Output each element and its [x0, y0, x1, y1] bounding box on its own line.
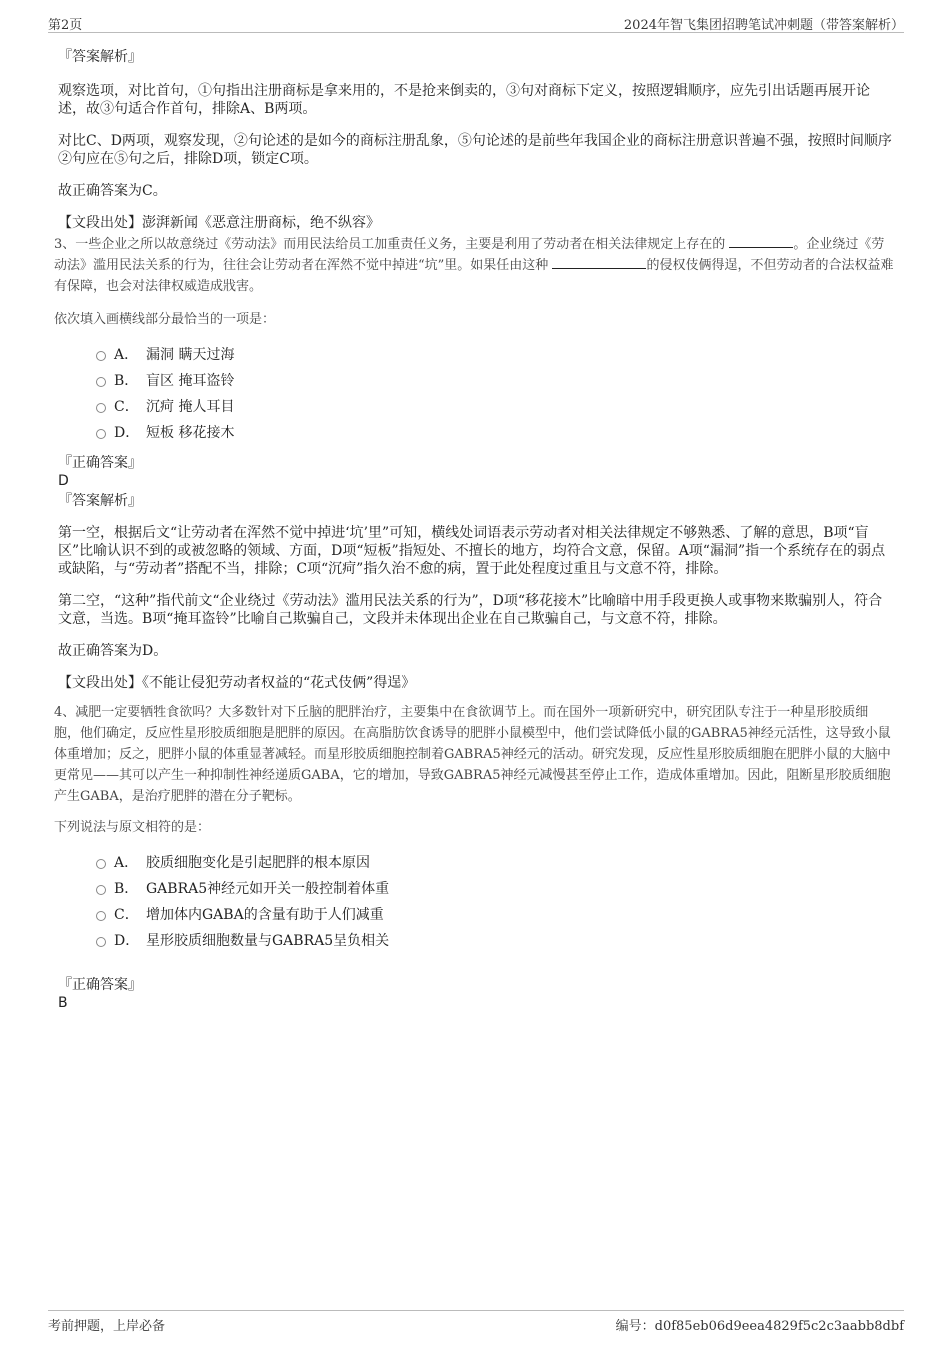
radio-icon[interactable] [96, 429, 106, 439]
footer-slogan: 考前押题，上岸必备 [48, 1319, 166, 1334]
option-b[interactable]: B． 盲区 掩耳盗铃 [58, 368, 894, 394]
option-c[interactable]: C． 增加体内GABA的含量有助于人们减重 [58, 902, 894, 928]
question-prompt: 下列说法与原文相符的是： [54, 820, 211, 835]
option-list [58, 342, 894, 446]
option-d[interactable]: D． 短板 移花接木 [58, 420, 894, 446]
page-number: 第2页 [48, 18, 83, 33]
document-body [54, 44, 894, 1012]
radio-icon[interactable] [96, 351, 106, 361]
correct-answer: B [58, 995, 68, 1011]
option-d[interactable]: D． 星形胶质细胞数量与GABRA5呈负相关 [58, 928, 894, 954]
analysis-paragraph: 对比C、D两项，观察发现，②句论述的是如今的商标注册乱象，⑤句论述的是前些年我国企业的商标注册意识普遍不强，按照时间顺序②句应在⑤句之后，排除D项，锁定C项。 [58, 133, 892, 167]
question-stem: 4、减肥一定要牺牲食欲吗？大多数针对下丘脑的肥胖治疗，主要集中在食欲调节上。而在国外一项新研究中，研究团队专注于一种星形胶质细胞，他们确定，反应性星形胶质细胞是肥胖的原因。在高脂肪饮食诱导的肥胖小鼠模型中，他们尝试降低小鼠的GABRA5神经元活性，这导致小鼠体重增加；反之，肥胖小鼠的体重显著减轻。而星形胶质细胞控制着GABRA5神经元的活动。研究发现，反应性星形胶质细胞在肥胖小鼠的大脑中更常见——其可以产生一种抑制性神经递质GABA，它的增加，导致GABRA5神经元减慢甚至停止工作，造成体重增加。因此，阻断星形胶质细胞产生GABA，是治疗肥胖的潜在分子靶标。 [54, 705, 891, 804]
radio-icon[interactable] [96, 911, 106, 921]
analysis-label: 『答案解析』 [58, 493, 142, 509]
source-citation: 【文段出处】澎湃新闻《恶意注册商标，绝不纵容》 [58, 215, 380, 231]
option-b[interactable]: B． GABRA5神经元如开关一般控制着体重 [58, 876, 894, 902]
option-list [58, 850, 894, 954]
answer-label: 『正确答案』 [58, 455, 142, 471]
analysis-conclusion: 故正确答案为C。 [58, 183, 167, 199]
analysis-label: 『答案解析』 [58, 49, 142, 65]
document-id: 编号：d0f85eb06d9eea4829f5c2c3aabb8dbf [615, 1319, 904, 1334]
analysis-paragraph: 第二空，“这种”指代前文“企业绕过《劳动法》滥用民法关系的行为”，D项“移花接木”比喻暗中用手段更换人或事物来欺骗别人，符合文意，当选。B项“掩耳盗铃”比喻自己欺骗自己，文段并未体现出企业在自己欺骗自己，与文意不符，排除。 [58, 593, 883, 627]
page-footer [48, 1310, 904, 1337]
fill-blank-2 [552, 256, 646, 269]
question-stem: 3、一些企业之所以故意绕过《劳动法》而用民法给员工加重责任义务，主要是利用了劳动者在相关法律规定上存在的 。企业绕过《劳动法》滥用民法关系的行为，往往会让劳动者在浑然不觉中掉进“坑”里。如果任由这种 的侵权伎俩得逞，不但劳动者的合法权益难有保障，也会对法律权威造成戕害。 [54, 237, 894, 294]
fill-blank-1 [729, 235, 793, 248]
correct-answer: D [58, 473, 69, 489]
answer-label: 『正确答案』 [58, 977, 142, 993]
radio-icon[interactable] [96, 937, 106, 947]
option-a[interactable]: A． 漏洞 瞒天过海 [58, 342, 894, 368]
document-title: 2024年智飞集团招聘笔试冲刺题（带答案解析） [623, 18, 904, 33]
source-citation: 【文段出处】《不能让侵犯劳动者权益的“花式伎俩”得逞》 [58, 675, 416, 691]
radio-icon[interactable] [96, 859, 106, 869]
analysis-paragraph: 观察选项，对比首句，①句指出注册商标是拿来用的，不是抢来倒卖的，③句对商标下定义，按照逻辑顺序，应先引出话题再展开论述，故③句适合作首句，排除A、B两项。 [58, 83, 870, 117]
analysis-conclusion: 故正确答案为D。 [58, 643, 168, 659]
analysis-paragraph: 第一空，根据后文“让劳动者在浑然不觉中掉进‘坑’里”可知，横线处词语表示劳动者对相关法律规定不够熟悉、了解的意思，B项“盲区”比喻认识不到的或被忽略的领域、方面，D项“短板”指短处、不擅长的地方，均符合文意，保留。A项“漏洞”指一个系统存在的弱点或缺陷，与“劳动者”搭配不当，排除；C项“沉疴”指久治不愈的病，置于此处程度过重且与文意不符，排除。 [58, 525, 886, 577]
page-header [48, 12, 904, 33]
question-prompt: 依次填入画横线部分最恰当的一项是： [54, 312, 276, 327]
radio-icon[interactable] [96, 377, 106, 387]
option-a[interactable]: A． 胶质细胞变化是引起肥胖的根本原因 [58, 850, 894, 876]
radio-icon[interactable] [96, 885, 106, 895]
option-c[interactable]: C． 沉疴 掩人耳目 [58, 394, 894, 420]
radio-icon[interactable] [96, 403, 106, 413]
